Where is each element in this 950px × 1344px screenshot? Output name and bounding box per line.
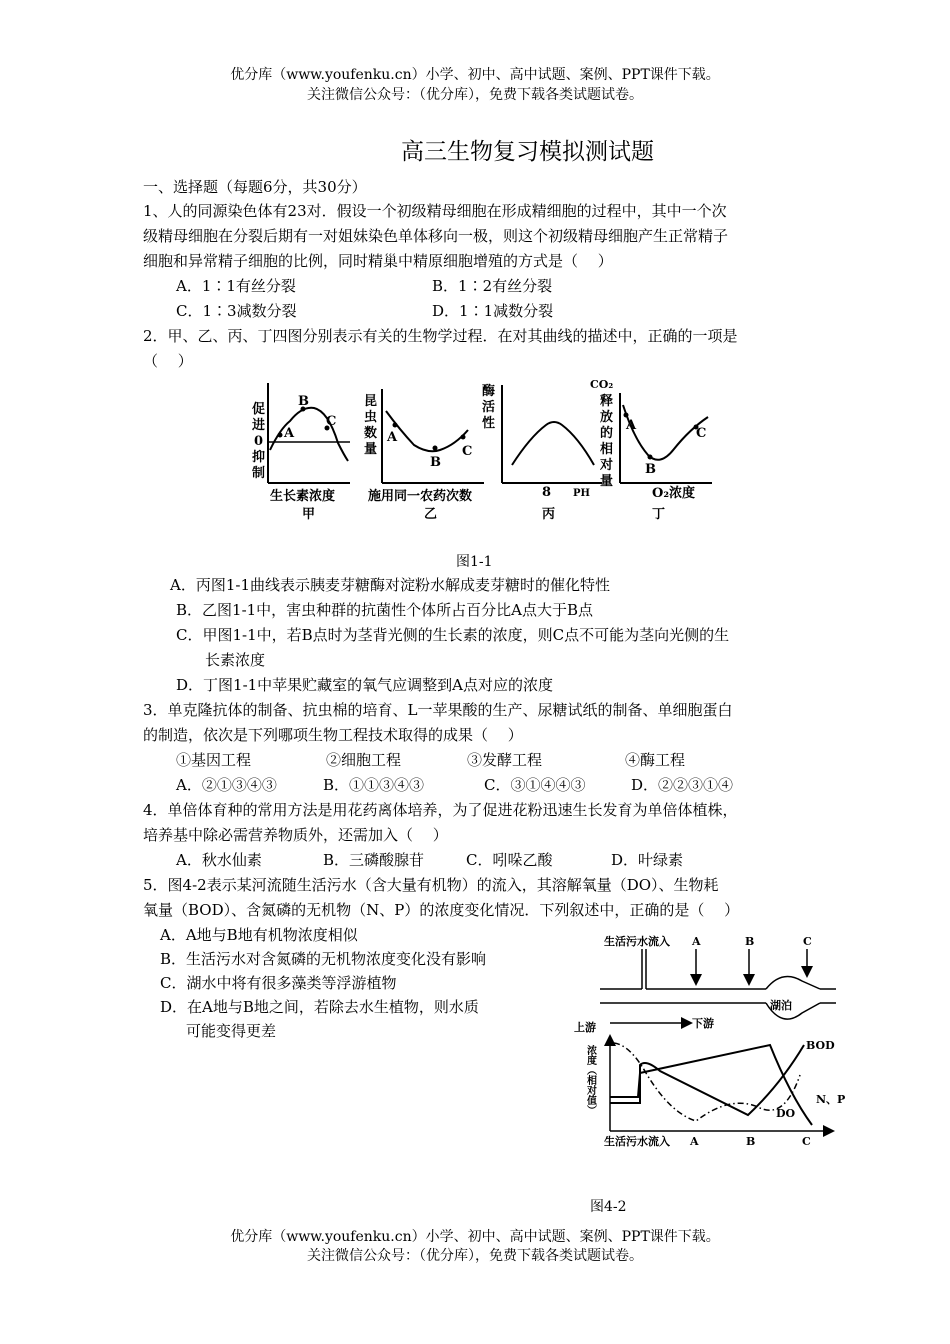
svg-text:性: 性 — [482, 416, 496, 431]
downstream-label: 下游 — [692, 1017, 714, 1030]
yi-name: 乙 — [424, 507, 438, 522]
q2-option-a: A．丙图1-1曲线表示胰麦芽糖酶对淀粉水解成麦芽糖时的催化特性 — [170, 576, 610, 594]
bing-y-label — [481, 383, 495, 431]
upstream-label: 上游 — [574, 1021, 596, 1034]
y-axis-label: 浓度（相对值） — [584, 1045, 596, 1115]
q5-option-c: C．湖水中将有很多藻类等浮游植物 — [160, 974, 397, 992]
yi-y-label — [364, 394, 377, 457]
jia-y-bottom — [252, 449, 265, 481]
inflow-label: 生活污水流入 — [604, 935, 670, 948]
footer-line-2: 关注微信公众号：（优分库），免费下载各类试题试卷。 — [307, 1248, 643, 1264]
q3-option-d: D．②②③①④ — [631, 776, 734, 794]
q2-option-c-cont: 长素浓度 — [205, 651, 266, 669]
q2-option-c: C．甲图1-1中，若B点时为茎背光侧的生长素的浓度，则C点不可能为茎向光侧的生 — [176, 626, 730, 644]
q1-line-3: 细胞和异常精子细胞的比例，同时精巢中精原细胞增殖的方式是（ ） — [143, 252, 613, 270]
q3-line-1: 3．单克隆抗体的制备、抗虫棉的培育、L一苹果酸的生产、尿糖试纸的制备、单细胞蛋白 — [143, 701, 733, 719]
q1-option-c: C．1∶3减数分裂 — [176, 302, 297, 320]
panel-ding — [590, 378, 712, 522]
jia-point-a: A — [284, 426, 295, 441]
jia-name: 甲 — [302, 507, 316, 522]
svg-text:的: 的 — [600, 426, 614, 441]
river-diagram — [574, 934, 836, 1034]
q4-option-a: A．秋水仙素 — [176, 851, 262, 869]
concentration-chart — [585, 1037, 846, 1148]
q2-option-d: D．丁图1-1中苹果贮藏室的氧气应调整到A点对应的浓度 — [176, 676, 554, 694]
yi-x-label: 施用同一农药次数 — [368, 489, 473, 504]
ding-point-a: A — [626, 418, 637, 433]
q1-line-2: 级精母细胞在分裂后期有一对姐妹染色单体移向一极，则这个初级精母细胞产生正常精子 — [143, 227, 729, 245]
svg-text:数: 数 — [364, 426, 378, 441]
yi-point-a: A — [387, 430, 398, 445]
q2-line-1: 2．甲、乙、丙、丁四图分别表示有关的生物学过程．在对其曲线的描述中，正确的一项是 — [143, 327, 738, 345]
q3-item-4: ④酶工程 — [625, 751, 686, 769]
site-a-top: A — [692, 935, 701, 948]
figure-4-2 — [570, 925, 860, 1150]
q3-option-b: B．①①③④③ — [323, 776, 425, 794]
svg-text:相: 相 — [600, 442, 614, 457]
figure-4-2-caption: 图4-2 — [590, 1199, 627, 1215]
section-heading: 一、选择题（每题6分，共30分） — [143, 178, 367, 196]
jia-point-c: C — [326, 414, 337, 429]
lake-label: 湖泊 — [770, 999, 792, 1012]
header-line-1: 优分库（www.youfenku.cn）小学、初中、高中试题、案例、PPT课件下载。 — [230, 67, 720, 83]
svg-text:酶: 酶 — [482, 384, 496, 399]
q5-line-1: 5．图4-2表示某河流随生活污水（含大量有机物）的流入，其溶解氧量（DO）、生物耗 — [143, 876, 719, 894]
jia-point-b: B — [298, 394, 309, 409]
q3-option-a: A．②①③④③ — [176, 776, 277, 794]
q2-line-2: （ ） — [143, 352, 193, 370]
svg-text:对: 对 — [600, 458, 614, 473]
q4-option-b: B．三磷酸腺苷 — [323, 851, 425, 869]
svg-text:昆: 昆 — [364, 394, 378, 409]
site-b-top: B — [745, 935, 755, 948]
chart-site-c: C — [802, 1135, 811, 1148]
q1-option-a: A．1∶1有丝分裂 — [176, 277, 296, 295]
bing-x-tick: 8 — [542, 485, 552, 500]
np-label: N、P — [816, 1093, 846, 1106]
jia-x-label: 生长素浓度 — [270, 489, 336, 504]
header-line-2: 关注微信公众号：（优分库），免费下载各类试题试卷。 — [307, 87, 643, 103]
q1-option-d: D．1∶1减数分裂 — [432, 302, 554, 320]
do-curve — [614, 1043, 800, 1121]
site-c-top: C — [803, 935, 812, 948]
q5-option-d-cont: 可能变得更差 — [186, 1022, 277, 1040]
ding-x-label: O₂浓度 — [652, 486, 696, 501]
jia-y-top — [252, 401, 265, 433]
figure-1-1 — [250, 375, 720, 525]
q4-option-c: C．吲哚乙酸 — [466, 851, 553, 869]
svg-text:释: 释 — [600, 394, 614, 409]
chart-inflow-label: 生活污水流入 — [604, 1135, 670, 1148]
figure-1-1-caption: 图1-1 — [456, 554, 493, 570]
q1-option-b: B．1∶2有丝分裂 — [432, 277, 553, 295]
svg-text:量: 量 — [364, 442, 378, 457]
ding-y-label-top: CO₂ — [590, 378, 614, 391]
q3-item-2: ②细胞工程 — [326, 751, 402, 769]
bod-label: BOD — [806, 1039, 835, 1052]
bing-x-label: PH — [573, 488, 590, 499]
q4-line-1: 4．单倍体育种的常用方法是用花药离体培养，为了促进花粉迅速生长发育为单倍体植株， — [143, 801, 738, 819]
q3-line-2: 的制造，依次是下列哪项生物工程技术取得的成果（ ） — [143, 726, 523, 744]
bing-name: 丙 — [542, 507, 556, 522]
footer-line-1: 优分库（www.youfenku.cn）小学、初中、高中试题、案例、PPT课件下载。 — [230, 1229, 720, 1245]
ding-point-b: B — [645, 462, 656, 477]
ding-point-c: C — [696, 426, 707, 441]
svg-text:虫: 虫 — [364, 410, 378, 425]
chart-site-a: A — [690, 1135, 699, 1148]
q1-line-1: 1、人的同源染色体有23对．假设一个初级精母细胞在形成精细胞的过程中，其中一个次 — [143, 202, 727, 220]
panel-bing — [481, 383, 602, 522]
ding-name: 丁 — [652, 507, 666, 522]
q2-option-b: B．乙图1-1中，害虫种群的抗菌性个体所占百分比A点大于B点 — [176, 601, 594, 619]
q4-line-2: 培养基中除必需营养物质外，还需加入（ ） — [143, 826, 448, 844]
q5-option-a: A．A地与B地有机物浓度相似 — [160, 926, 358, 944]
jia-y-zero: 0 — [254, 434, 264, 449]
svg-text:制: 制 — [252, 466, 266, 481]
svg-text:进: 进 — [252, 418, 266, 433]
page-title: 高三生物复习模拟测试题 — [401, 139, 654, 165]
q5-option-d: D．在A地与B地之间，若除去水生植物，则水质 — [160, 998, 479, 1016]
q3-item-1: ①基因工程 — [176, 751, 252, 769]
do-label: DO — [776, 1107, 796, 1120]
svg-text:活: 活 — [482, 400, 496, 415]
panel-yi — [364, 389, 484, 522]
svg-text:促: 促 — [252, 402, 266, 417]
q3-option-c: C．③①④④③ — [484, 776, 586, 794]
svg-text:放: 放 — [600, 410, 614, 425]
chart-site-b: B — [746, 1135, 756, 1148]
ding-y-label — [599, 393, 613, 489]
svg-text:抑: 抑 — [252, 450, 266, 465]
q5-line-2: 氧量（BOD）、含氮磷的无机物（N、P）的浓度变化情况．下列叙述中，正确的是（ ） — [143, 901, 740, 919]
q5-option-b: B．生活污水对含氮磷的无机物浓度变化没有影响 — [160, 950, 487, 968]
q3-item-3: ③发酵工程 — [467, 751, 543, 769]
yi-point-c: C — [462, 444, 473, 459]
svg-text:量: 量 — [600, 474, 614, 489]
q4-option-d: D．叶绿素 — [611, 851, 684, 869]
panel-jia — [252, 383, 350, 522]
yi-point-b: B — [430, 455, 441, 470]
